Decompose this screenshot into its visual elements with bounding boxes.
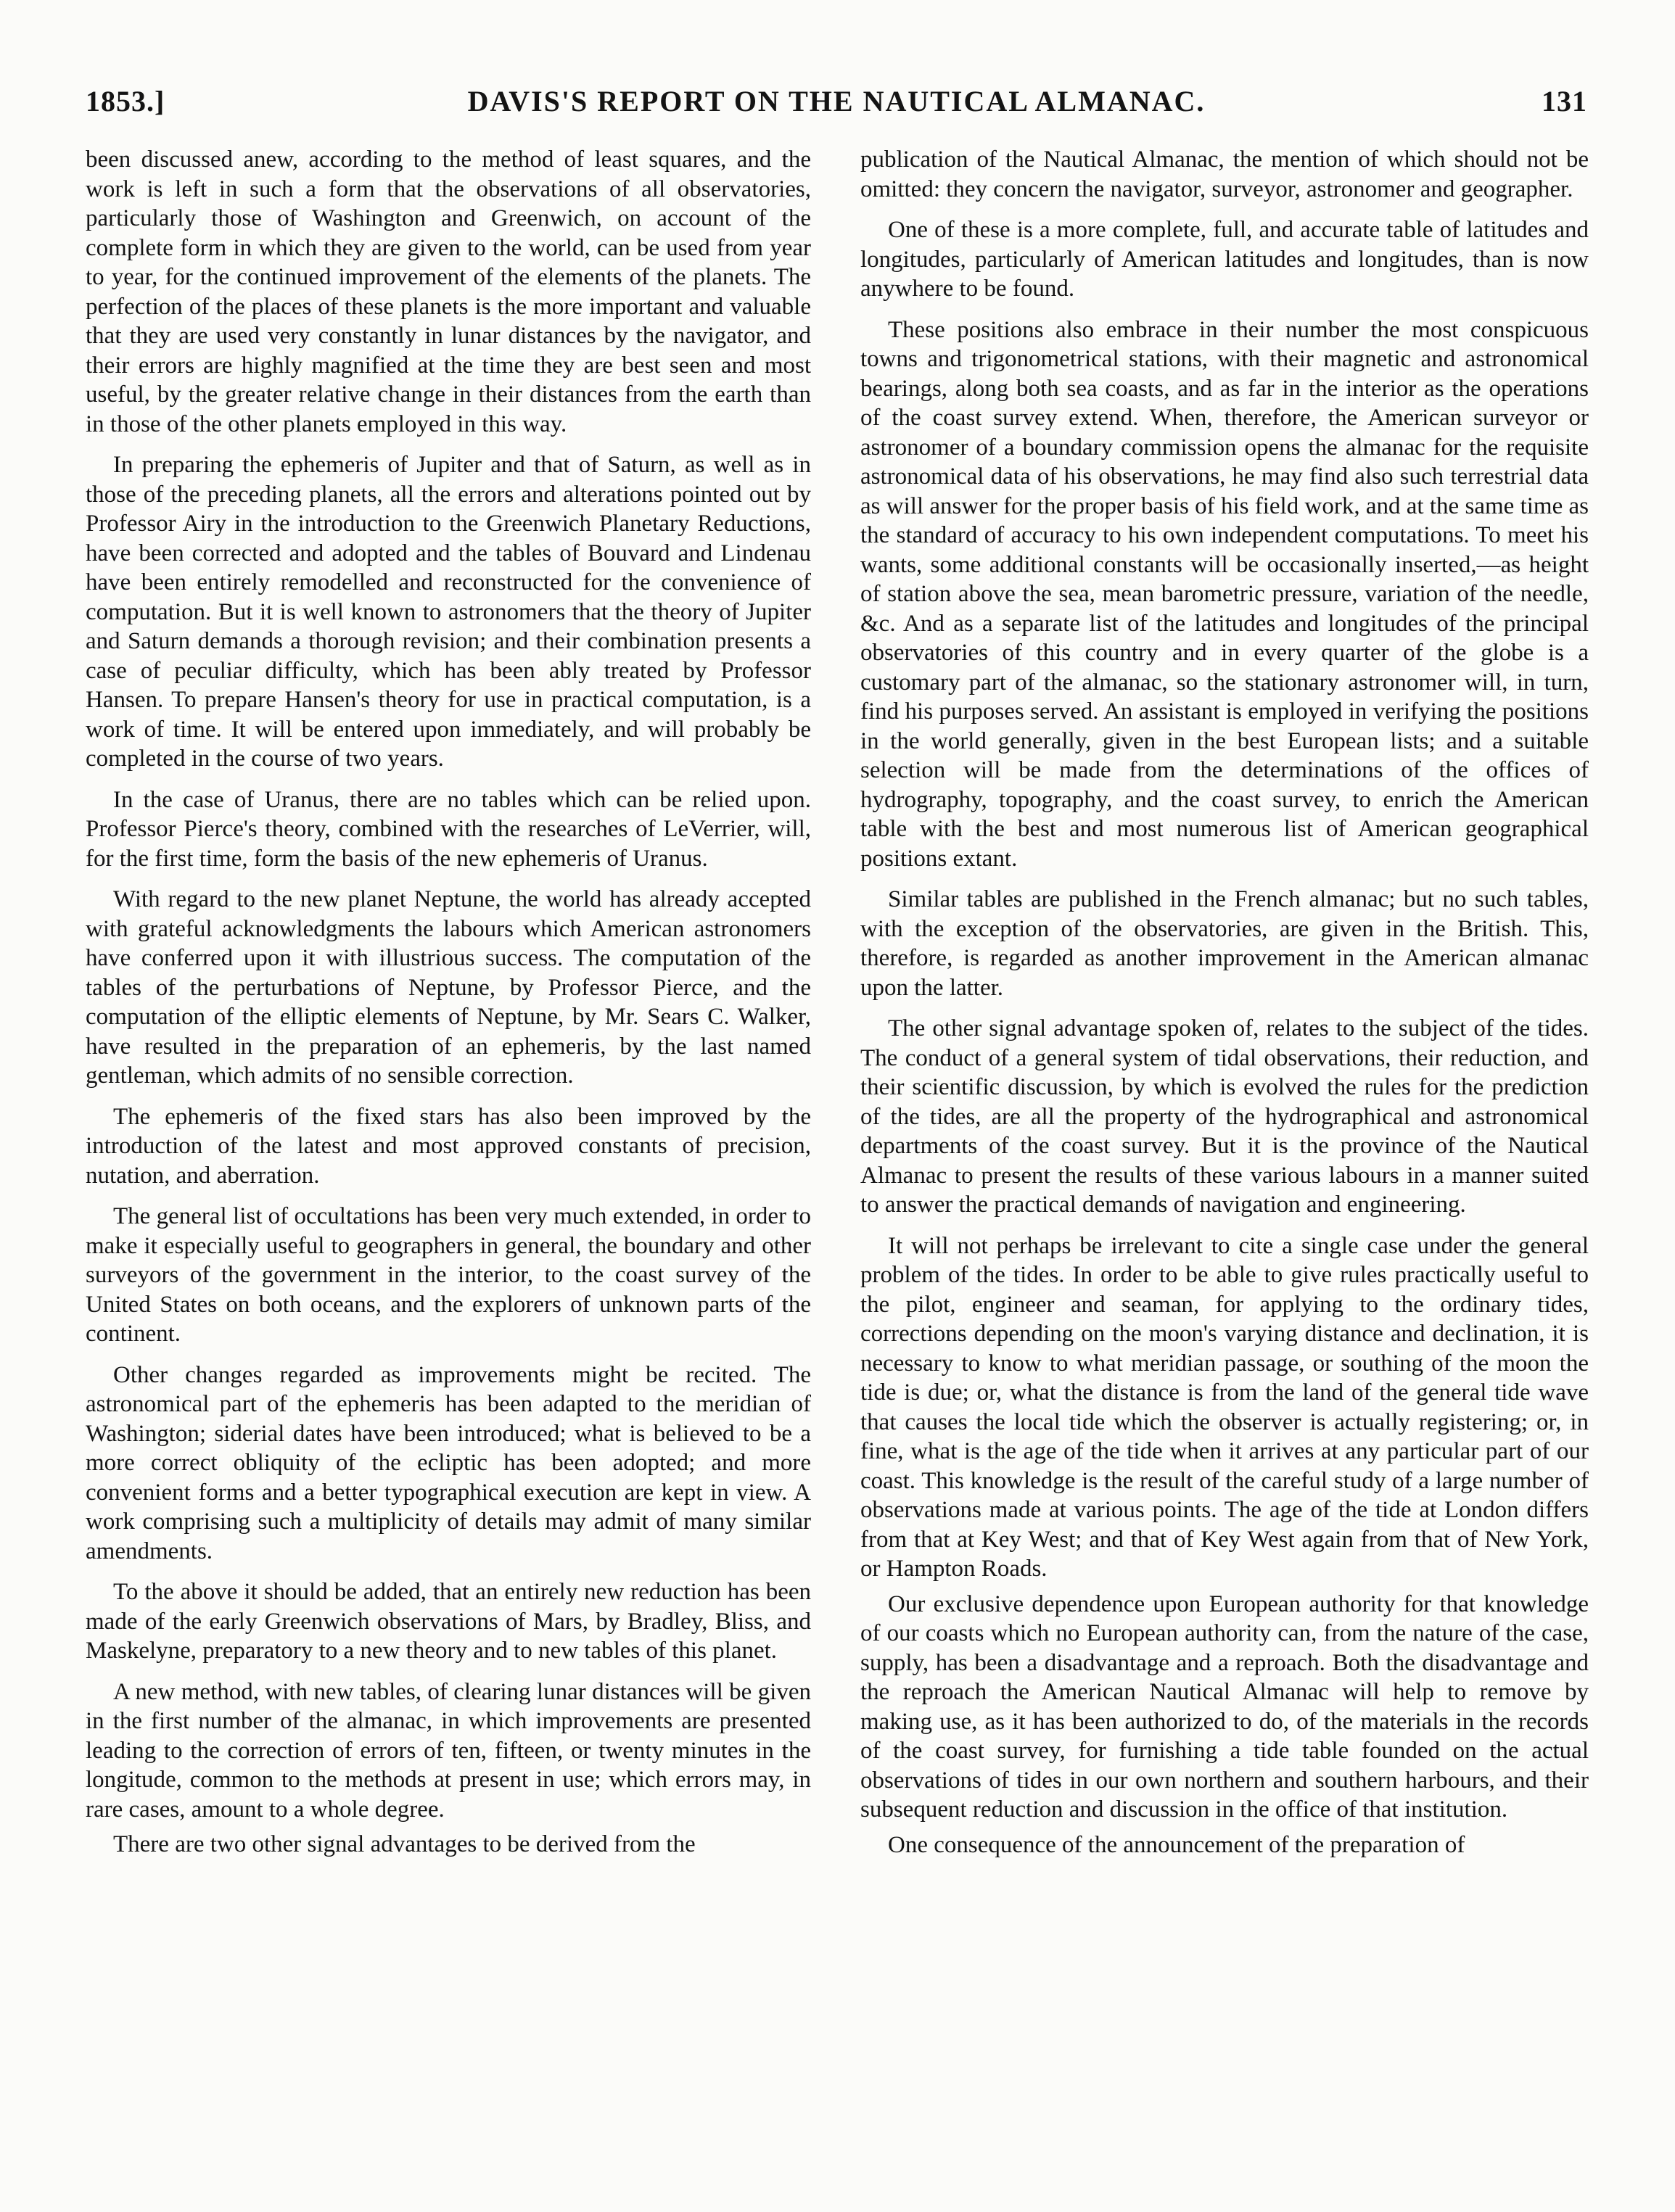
paragraph: With regard to the new planet Neptune, the world has already accepted with grateful acknowledgments the labours which American astronomers have conferred upon it with illustrious success. The computation of the tables of the perturbations of Neptune, by Professor Pierce, and the computation of the elliptic elements of Neptune, by Mr. Sears C. Walker, have resulted in the preparation of an ephemeris, by the last named gentleman, which admits of no sensible correction. [86,886,811,1089]
paragraph: been discussed anew, according to the method of least squares, and the work is left in such a form that the observations of all observatories, particularly those of Washington and Greenwich, on account of the complete form in which they are given to the world, can be used from year to year, for the continued improvement of the elements of the planets. The perfection of the places of these planets is the more important and valuable that they are used very constantly in lunar distances by the navigator, and their errors are highly magnified at the time they are best seen and most useful, by the greater relative change in their distances from the earth than in those of the other planets employed in this way. [86,146,811,437]
header-title: DAVIS'S REPORT ON THE NAUTICAL ALMANAC. [467,85,1206,117]
paragraph: In preparing the ephemeris of Jupiter and that of Saturn, as well as in those of the preceding planets, all the errors and alterations pointed out by Professor Airy in the introduction to the Greenwich Planetary Reductions, have been corrected and adopted and the tables of Bouvard and Lindenau have been entirely remodelled and reconstructed for the convenience of computation. But it is well known to astronomers that the theory of Jupiter and Saturn demands a thorough revision; and their combination presents a case of peculiar difficulty, which has been ably treated by Professor Hansen. To prepare Hansen's theory for use in practical computation, is a work of time. It will be entered upon immediately, and will probably be completed in the course of two years. [86,452,811,772]
running-header [86,84,1587,128]
paragraph: There are two other signal advantages to be derived from the [113,1831,696,1857]
left-column [86,145,811,1871]
paragraph: One consequence of the announcement of the preparation of [888,1831,1465,1858]
header-year: 1853.] [86,85,165,117]
paragraph: One of these is a more complete, full, and accurate table of latitudes and longitudes, particularly of American latitudes and longitudes, than is now anywhere to be found. [860,217,1589,302]
paragraph: Similar tables are published in the French almanac; but no such tables, with the exception of the observatories, are given in the British. This, therefore, is regarded as another improvement in the American almanac upon the latter. [860,886,1589,1001]
paragraph: The ephemeris of the fixed stars has also been improved by the introduction of the latest and most approved constants of precision, nutation, and aberration. [86,1103,811,1189]
paragraph: The general list of occultations has been very much extended, in order to make it especially useful to geographers in general, the boundary and other surveyors of the government in the interior, to the coast survey of the United States on both oceans, and the explorers of unknown parts of the continent. [86,1203,811,1347]
paragraph: A new method, with new tables, of clearing lunar distances will be given in the first number of the almanac, in which improvements are presented leading to the correction of errors of ten, fifteen, or twenty minutes in the longitude, common to the methods at present in use; which errors may, in rare cases, amount to a whole degree. [86,1678,811,1823]
paragraph: These positions also embrace in their number the most conspicuous towns and trigonometrical stations, with their magnetic and astronomical bearings, along both sea coasts, and as far in the interior as the operations of the coast survey extend. When, therefore, the American surveyor or astronomer of a boundary commission opens the almanac for the requisite astronomical data of his observations, he may find also such terrestrial data as will answer for the proper basis of his field work, and at the same time as the standard of accuracy to his own independent computations. To meet his wants, some additional constants will be occasionally inserted,—as height of station above the sea, mean barometric pressure, variation of the needle, &c. And as a separate list of the latitudes and longitudes of the principal observatories of this country and in every quarter of the globe is a customary part of the almanac, so the stationary astronomer will, in turn, find his purposes served. An assistant is employed in verifying the positions in the world generally, given in the best European lists; and a suitable selection will be made from the determinations of the offices of hydrography, topography, and the coast survey, to enrich the American table with the best and most numerous list of American geographical positions extant. [860,316,1589,872]
paragraph: The other signal advantage spoken of, relates to the subject of the tides. The conduct of a general system of tidal observations, their reduction, and their scientific discussion, by which is evolved the rules for the prediction of the tides, are all the property of the hydrographical and astronomical departments of the coast survey. But it is the province of the Nautical Almanac to present the results of these various labours in a manner suited to answer the practical demands of navigation and engineering. [860,1015,1589,1218]
paragraph: Our exclusive dependence upon European authority for that knowledge of our coasts which no European authority can, from the nature of the case, supply, has been a disadvantage and a reproach. Both the disadvantage and the reproach the American Nautical Almanac will help to remove by making use, as it has been authorized to do, of the materials in the records of the coast survey, for furnishing a tide table founded on the actual observations of tides in our own northern and southern harbours, and their subsequent reduction and discussion in the office of that institution. [860,1590,1589,1823]
paragraph: To the above it should be added, that an entirely new reduction has been made of the early Greenwich observations of Mars, by Bradley, Bliss, and Maskelyne, preparatory to a new theory and to new tables of this planet. [86,1579,811,1664]
page-number: 131 [1542,85,1587,117]
right-column [860,145,1589,1871]
paragraph: In the case of Uranus, there are no tables which can be relied upon. Professor Pierce's theory, combined with the researches of LeVerrier, will, for the first time, form the basis of the new ephemeris of Uranus. [86,786,811,872]
paragraph: publication of the Nautical Almanac, the mention of which should not be omitted: they concern the navigator, surveyor, astronomer and geographer. [860,146,1589,202]
paragraph: Other changes regarded as improvements might be recited. The astronomical part of the ephemeris has been adapted to the meridian of Washington; siderial dates have been introduced; what is believed to be a more correct obliquity of the ecliptic has been adopted; and more convenient forms and a better typographical execution are kept in view. A work comprising such a multiplicity of details may admit of many similar amendments. [86,1361,811,1564]
paragraph: It will not perhaps be irrelevant to cite a single case under the general problem of the tides. In order to be able to give rules practically useful to the pilot, engineer and seaman, for applying to the ordinary tides, corrections depending on the moon's varying distance and declination, it is necessary to know to what meridian passage, or southing of the moon the tide is due; or, what the distance is from the land of the general tide wave that causes the local tide which the observer is actually registering; or, in fine, what is the age of the tide when it arrives at any particular part of our coast. This knowledge is the result of the careful study of a large number of observations made at various points. The age of the tide at London differs from that at Key West; and that of Key West again from that of New York, or Hampton Roads. [860,1232,1589,1582]
